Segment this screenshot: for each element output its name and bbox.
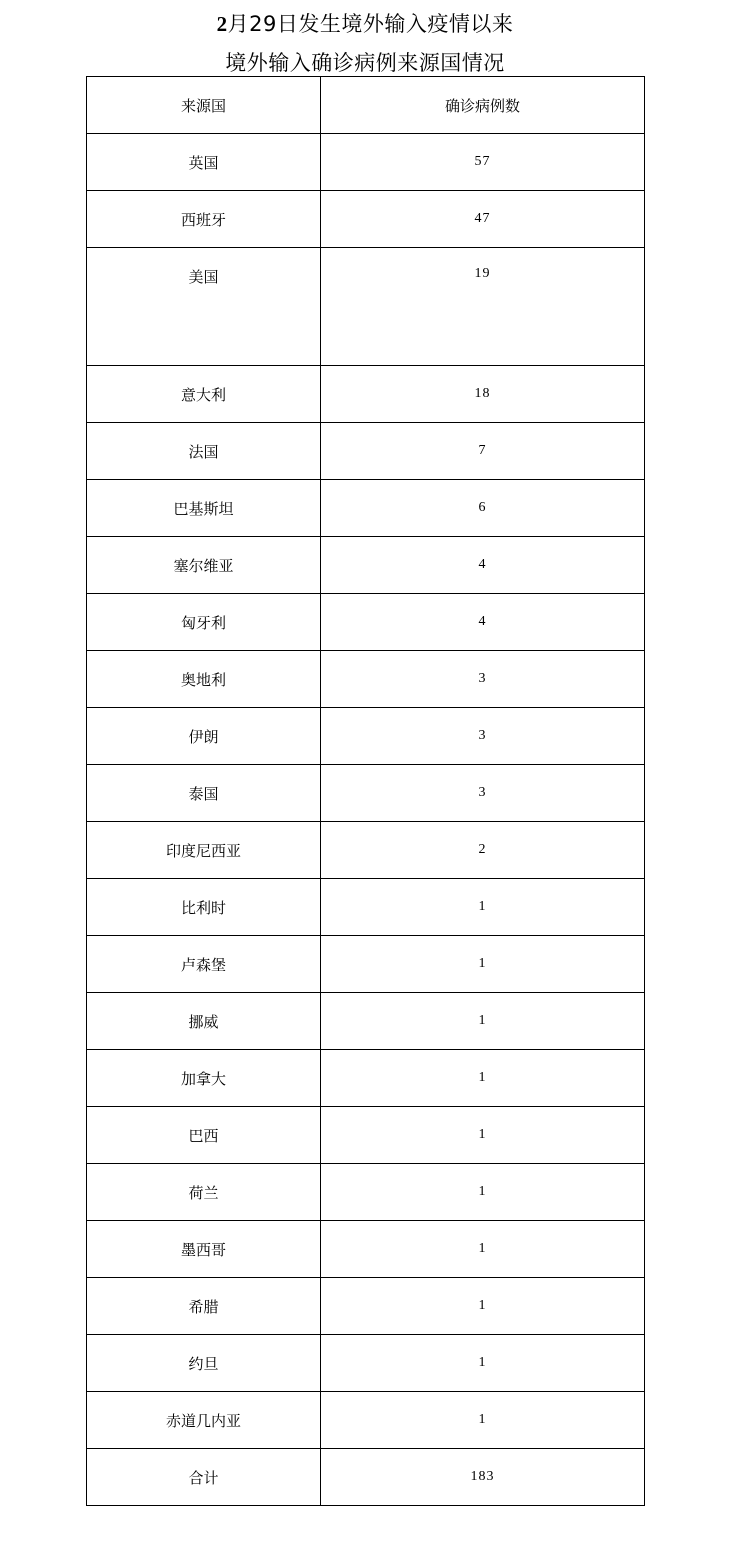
table-row [87,537,645,594]
table-row [87,366,645,423]
country-cell: 英国 [87,134,321,191]
table-row [87,480,645,537]
cases-cell: 1 [321,1050,645,1107]
country-cell: 美国 [87,248,321,366]
country-cell: 法国 [87,423,321,480]
title-date-number: 2 [216,12,228,36]
table-row [87,248,645,366]
country-cell: 卢森堡 [87,936,321,993]
cases-cell: 1 [321,1107,645,1164]
table-row [87,651,645,708]
table-total-row [87,1449,645,1506]
table-row [87,1335,645,1392]
total-cases-cell: 183 [321,1449,645,1506]
table-row [87,879,645,936]
cases-cell: 6 [321,480,645,537]
country-cell: 印度尼西亚 [87,822,321,879]
cases-cell: 57 [321,134,645,191]
country-cell: 挪威 [87,993,321,1050]
country-cell: 西班牙 [87,191,321,248]
table-row [87,1107,645,1164]
country-cell: 塞尔维亚 [87,537,321,594]
title-line-1-text: 月29日发生境外输入疫情以来 [227,12,514,36]
table-row [87,423,645,480]
cases-cell: 1 [321,879,645,936]
cases-cell: 1 [321,1164,645,1221]
cases-cell: 3 [321,765,645,822]
cases-cell: 3 [321,651,645,708]
page-title-line-2: 境外输入确诊病例来源国情况 [225,51,505,75]
country-cell: 加拿大 [87,1050,321,1107]
total-label-cell: 合计 [87,1449,321,1506]
country-cell: 伊朗 [87,708,321,765]
cases-cell: 18 [321,366,645,423]
header-cases: 确诊病例数 [321,77,645,134]
cases-cell: 2 [321,822,645,879]
country-cell: 匈牙利 [87,594,321,651]
country-cell: 泰国 [87,765,321,822]
country-cell: 约旦 [87,1335,321,1392]
table-row [87,1392,645,1449]
country-cell: 墨西哥 [87,1221,321,1278]
table-row [87,1164,645,1221]
country-cell: 巴西 [87,1107,321,1164]
table-row [87,765,645,822]
cases-cell: 3 [321,708,645,765]
source-country-table [86,76,645,1506]
country-cell: 希腊 [87,1278,321,1335]
header-country: 来源国 [87,77,321,134]
cases-cell: 1 [321,1335,645,1392]
table-row [87,822,645,879]
cases-cell: 1 [321,936,645,993]
cases-cell: 1 [321,1221,645,1278]
table-row [87,1221,645,1278]
table-row [87,594,645,651]
page-title-line-1 [0,9,730,39]
country-cell: 巴基斯坦 [87,480,321,537]
table-row [87,134,645,191]
table-row [87,1050,645,1107]
cases-cell: 7 [321,423,645,480]
table-header-row [87,77,645,134]
table-row [87,191,645,248]
table-row [87,708,645,765]
country-cell: 比利时 [87,879,321,936]
table-row [87,936,645,993]
cases-cell: 4 [321,537,645,594]
cases-cell: 19 [321,248,645,366]
cases-cell: 47 [321,191,645,248]
country-cell: 意大利 [87,366,321,423]
table-row [87,993,645,1050]
country-cell: 荷兰 [87,1164,321,1221]
table-row [87,1278,645,1335]
cases-cell: 1 [321,993,645,1050]
country-cell: 奥地利 [87,651,321,708]
cases-cell: 1 [321,1278,645,1335]
country-cell: 赤道几内亚 [87,1392,321,1449]
cases-cell: 4 [321,594,645,651]
cases-cell: 1 [321,1392,645,1449]
